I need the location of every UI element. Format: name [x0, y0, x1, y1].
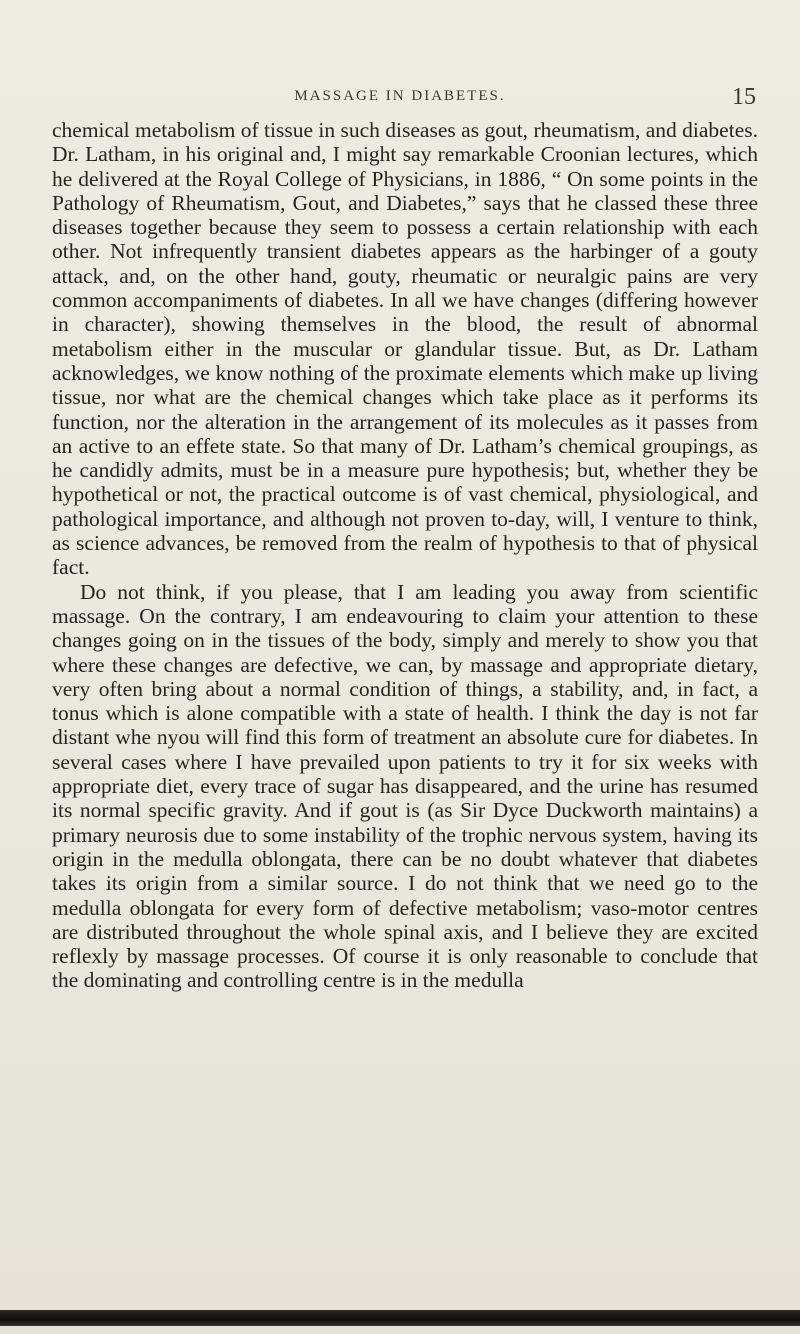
scan-edge-shadow	[0, 1310, 800, 1326]
running-title: MASSAGE IN DIABETES.	[294, 88, 506, 104]
paragraph-1: chemical metabolism of tissue in such diseases as gout, rheumatism, and diabetes. Dr. Latham, in his original and, I might say remarkable Croonian lectures, which he delivered at the Royal College of Physicians, in 1886, “ On some points in the Pathology of Rheumatism, Gout, and Diabetes,” says that he classed these three diseases together because they seem to possess a certain relationship with each other. Not infrequently transient diabetes appears as the harbinger of a gouty attack, and, on the other hand, gouty, rheumatic or neuralgic pains are very common accompaniments of diabetes. In all we have changes (differing however in character), showing themselves in the blood, the result of abnormal metabolism either in the muscular or glandular tissue. But, as Dr. Latham acknowledges, we know nothing of the proximate elements which make up living tissue, nor what are the chemical changes which take place as it performs its function, nor the alteration in the arrangement of its molecules as it passes from an active to an effete state. So that many of Dr. Latham’s chemical groupings, as he candidly admits, must be in a measure pure hypothesis; but, whether they be hypothetical or not, the practical outcome is of vast chemical, physiological, and pathological importance, and although not proven to-day, will, I venture to think, as science advances, be removed from the realm of hypothesis to that of physical fact.	[52, 118, 758, 580]
paragraph-2: Do not think, if you please, that I am leading you away from scientific massage. On the contrary, I am endeavouring to claim your attention to these changes going on in the tissues of the body, simply and merely to show you that where these changes are defective, we can, by massage and appropriate dietary, very often bring about a normal condition of things, a stability, and, in fact, a tonus which is alone compatible with a state of health. I think the day is not far distant whe nyou will find this form of treatment an absolute cure for diabetes. In several cases where I have prevailed upon patients to try it for six weeks with appropriate diet, every trace of sugar has disappeared, and the urine has resumed its normal specific gravity. And if gout is (as Sir Dyce Duckworth maintains) a primary neurosis due to some instability of the trophic nervous system, having its origin in the medulla oblongata, there can be no doubt whatever that diabetes takes its origin from a similar source. I do not think that we need go to the medulla oblongata for every form of defective metabolism; vaso-motor centres are distributed throughout the whole spinal axis, and I believe they are excited reflexly by massage processes. Of course it is only reasonable to conclude that the dominating and controlling centre is in the medulla	[52, 579, 758, 993]
running-head	[40, 84, 760, 118]
page-number: 15	[732, 84, 756, 110]
body-text	[52, 118, 758, 993]
